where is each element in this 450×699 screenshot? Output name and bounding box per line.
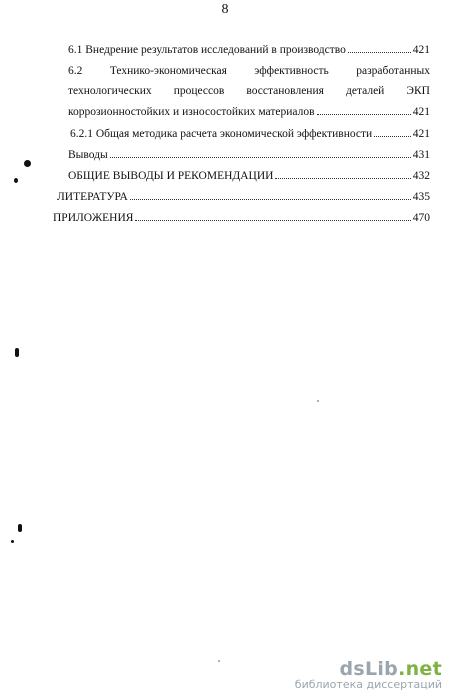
toc-entry-page: 421	[412, 106, 430, 118]
scan-speck	[18, 524, 22, 532]
toc-word: процессов	[173, 85, 225, 97]
toc-entry-title: Выводы	[68, 149, 108, 161]
dot-leader	[348, 42, 411, 53]
page-number: 8	[221, 2, 229, 17]
toc-entry-6-2-line-1	[68, 64, 430, 78]
dslib-watermark	[295, 658, 442, 691]
toc-entry-appendices	[53, 210, 430, 225]
toc-entry-6-2-1	[70, 126, 430, 141]
toc-word: восстановления	[246, 85, 324, 97]
toc-entry-title: ПРИЛОЖЕНИЯ	[53, 212, 134, 224]
toc-word: деталей	[346, 85, 385, 97]
dot-leader	[317, 104, 411, 115]
dot-leader	[130, 189, 411, 200]
toc-entry-title: ЛИТЕРАТУРА	[57, 191, 128, 203]
dot-leader	[110, 147, 411, 158]
toc-entry-page: 432	[412, 170, 430, 182]
toc-entry-title: 6.1 Внедрение результатов исследований в производство	[68, 44, 346, 56]
watermark-subtitle: библиотека диссертаций	[294, 678, 442, 691]
scan-speck	[218, 660, 220, 662]
toc-entry-page: 421	[412, 128, 430, 140]
toc-entry-general-conclusions	[68, 168, 430, 183]
toc-entry-title: ОБЩИЕ ВЫВОДЫ И РЕКОМЕНДАЦИИ	[68, 170, 274, 182]
dot-leader	[374, 126, 411, 137]
toc-entry-title: коррозионностойких и износостойких материалов	[68, 106, 315, 118]
toc-entry-page: 470	[412, 212, 430, 224]
toc-entry-literature	[57, 189, 430, 204]
scan-speck	[24, 160, 31, 167]
watermark-logo	[295, 658, 442, 680]
toc-word: ЭКП	[406, 85, 430, 97]
scan-speck	[15, 348, 19, 357]
scan-speck	[317, 400, 319, 402]
toc-entry-6-2-line-3	[68, 104, 430, 119]
toc-entry-number: 6.2	[68, 65, 83, 77]
watermark-logo-accent: .net	[398, 658, 442, 680]
toc-word: эффективность	[254, 65, 329, 77]
toc-entry-6-1	[68, 42, 430, 57]
toc-word: технологических	[68, 85, 152, 97]
toc-entry-page: 431	[412, 149, 430, 161]
toc-entry-conclusions	[68, 147, 430, 162]
toc-entry-6-2-line-2	[68, 84, 430, 98]
toc-entry-title: 6.2.1 Общая методика расчета экономической эффективности	[70, 128, 373, 140]
toc-word: Технико-экономическая	[109, 65, 227, 77]
dot-leader	[275, 168, 410, 179]
toc-word: разработанных	[356, 65, 430, 77]
dot-leader	[135, 210, 410, 221]
watermark-logo-main: dsLib	[339, 658, 399, 680]
toc-entry-page: 421	[412, 44, 430, 56]
scan-speck	[11, 540, 14, 543]
toc-entry-page: 435	[412, 191, 430, 203]
scan-speck	[14, 178, 18, 183]
